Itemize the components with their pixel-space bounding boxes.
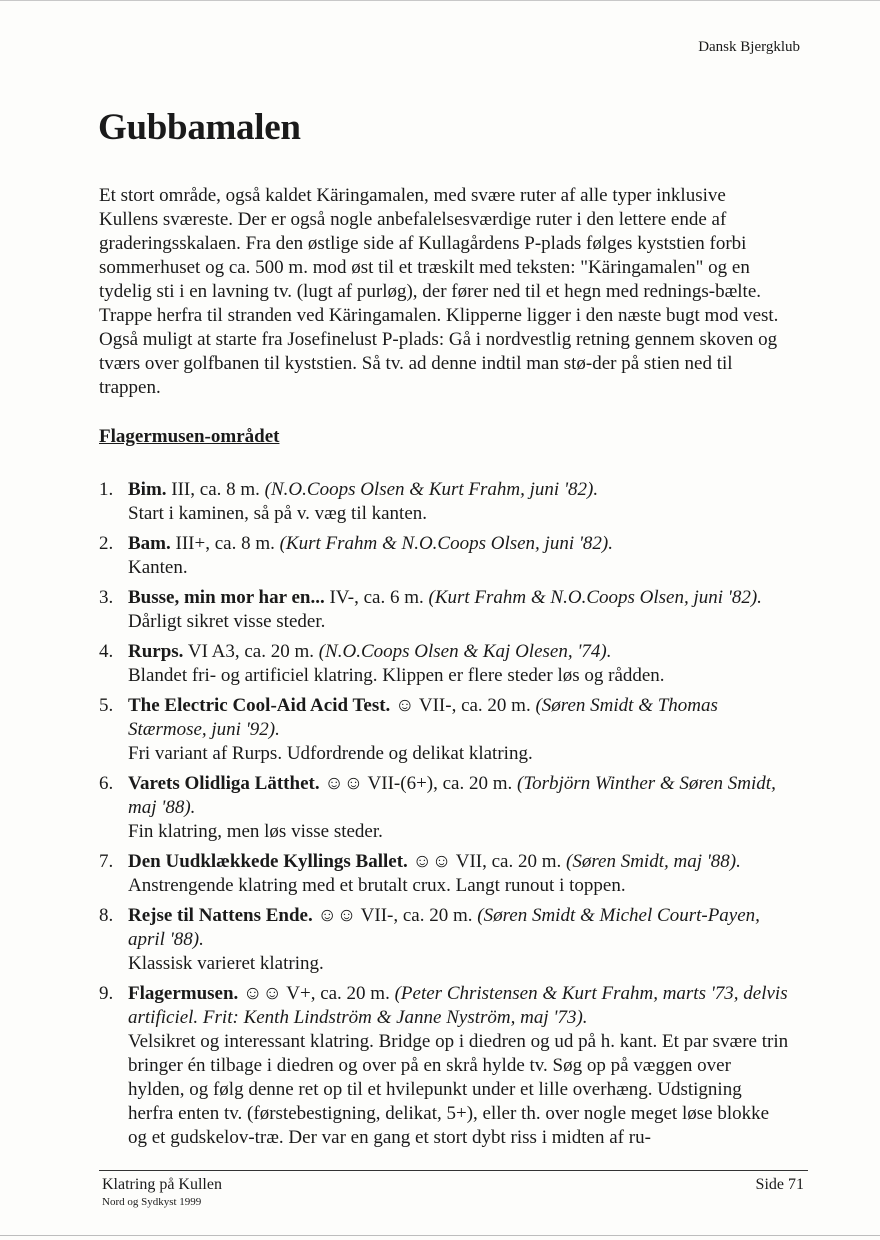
route-number: 8. [99, 905, 114, 926]
route-first-ascent: (Kurt Frahm & N.O.Coops Olsen, juni '82). [279, 533, 614, 554]
route-grade: VI A3, ca. 20 m. [187, 641, 314, 662]
page-edge-bottom [0, 1235, 880, 1236]
route-number: 2. [99, 533, 114, 554]
route-name: Busse, min mor har en... [128, 587, 325, 608]
route-item [99, 478, 789, 526]
route-number: 9. [99, 983, 114, 1004]
route-grade: ☺☺ VII-, ca. 20 m. [317, 905, 473, 926]
route-name: Bam. [128, 533, 171, 554]
route-number: 6. [99, 773, 114, 794]
route-number: 5. [99, 695, 114, 716]
route-number: 3. [99, 587, 114, 608]
route-name: The Electric Cool-Aid Acid Test. [128, 695, 391, 716]
route-number: 1. [99, 479, 114, 500]
route-description: Kanten. [128, 557, 188, 578]
footer-book-info [102, 1176, 222, 1208]
route-first-ascent: (N.O.Coops Olsen & Kurt Frahm, juni '82). [264, 479, 599, 500]
intro-paragraph: Et stort område, også kaldet Käringamalen, med svære ruter af alle typer inklusive Kullens sværeste. Der er også nogle anbefalelsesværdige ruter i den lettere ende af graderingsskalaen. Fra den østlige side af Kullagårdens P-plads følges kyststien forbi sommerhuset og ca. 500 m. mod øst til et træskilt med teksten: "Käringamalen" og en tydelig sti i en lavning tv. (lugt af purløg), der fører ned til et hegn med rednings-bælte. Trappe herfra til stranden ved Käringamalen. Klipperne ligger i den næste bugt mod vest. Også muligt at starte fra Josefinelust P-plads: Gå i nordvestlig retning gennem skoven og tværs over golfbanen til kyststien. Så tv. ad denne indtil man stø-der på stien ned til trappen. [99, 185, 779, 398]
route-description: Anstrengende klatring med et brutalt crux. Langt runout i toppen. [128, 875, 626, 896]
route-grade: ☺☺ VII-(6+), ca. 20 m. [324, 773, 513, 794]
route-item [99, 904, 789, 976]
route-grade: IV-, ca. 6 m. [329, 587, 424, 608]
route-first-ascent: (Peter Christensen & Kurt Frahm, marts '73, delvis artificiel. Frit: Kenth Lindström & Janne Nyström, maj '73). [128, 983, 788, 1028]
route-number: 7. [99, 851, 114, 872]
route-item [99, 640, 789, 688]
route-first-ascent: (Torbjörn Winther & Søren Smidt, maj '88). [128, 773, 776, 818]
route-number: 4. [99, 641, 114, 662]
route-description: Fin klatring, men løs visse steder. [128, 821, 383, 842]
route-item [99, 694, 789, 766]
route-first-ascent: (Kurt Frahm & N.O.Coops Olsen, juni '82). [428, 587, 762, 608]
route-description: Dårligt sikret visse steder. [128, 611, 326, 632]
page-number: Side 71 [755, 1176, 804, 1193]
route-first-ascent: (N.O.Coops Olsen & Kaj Olesen, '74). [318, 641, 612, 662]
route-description: Start i kaminen, så på v. væg til kanten. [128, 503, 428, 524]
route-description: Velsikret og interessant klatring. Bridge op i diedren og ud på h. kant. Et par svære trin bringer én tilbage i diedren og over på en skrå hylde tv. Søg op på væggen over hylden, og følg denne ret op til et hvilepunkt under et lille overhæng. Udstigning herfra enten tv. (førstebestigning, delikat, 5+), eller th. over nogle meget løse blokke og et gudskelov-træ. Der var en gang et stort dybt riss i midten af ru- [128, 1031, 789, 1148]
footer-divider [99, 1170, 808, 1171]
route-description: Blandet fri- og artificiel klatring. Klippen er flere steder løs og rådden. [128, 665, 665, 686]
route-item [99, 532, 789, 580]
route-grade: ☺☺ V+, ca. 20 m. [243, 983, 390, 1004]
route-name: Varets Olidliga Lätthet. [128, 773, 320, 794]
footer-book-subtitle: Nord og Sydkyst 1999 [102, 1196, 202, 1208]
route-name: Flagermusen. [128, 983, 239, 1004]
route-item [99, 586, 789, 634]
route-first-ascent: (Søren Smidt & Thomas Stærmose, juni '92). [128, 695, 718, 740]
route-item [99, 850, 789, 898]
route-first-ascent: (Søren Smidt & Michel Court-Payen, april '88). [128, 905, 760, 950]
running-header: Dansk Bjergklub [698, 39, 800, 55]
route-description: Fri variant af Rurps. Udfordrende og delikat klatring. [128, 743, 533, 764]
route-name: Bim. [128, 479, 167, 500]
route-grade: ☺☺ VII, ca. 20 m. [412, 851, 562, 872]
route-grade: III, ca. 8 m. [171, 479, 260, 500]
footer-book-title: Klatring på Kullen [102, 1176, 222, 1193]
route-description: Klassisk varieret klatring. [128, 953, 324, 974]
route-name: Den Uudklækkede Kyllings Ballet. [128, 851, 408, 872]
route-list [99, 478, 789, 1156]
page-title: Gubbamalen [98, 107, 301, 148]
route-grade: III+, ca. 8 m. [175, 533, 275, 554]
route-first-ascent: (Søren Smidt, maj '88). [566, 851, 741, 872]
route-item [99, 772, 789, 844]
section-heading: Flagermusen-området [99, 426, 280, 447]
route-name: Rurps. [128, 641, 184, 662]
route-grade: ☺ VII-, ca. 20 m. [395, 695, 531, 716]
page-edge-top [0, 0, 880, 1]
route-item [99, 982, 789, 1150]
route-name: Rejse til Nattens Ende. [128, 905, 313, 926]
